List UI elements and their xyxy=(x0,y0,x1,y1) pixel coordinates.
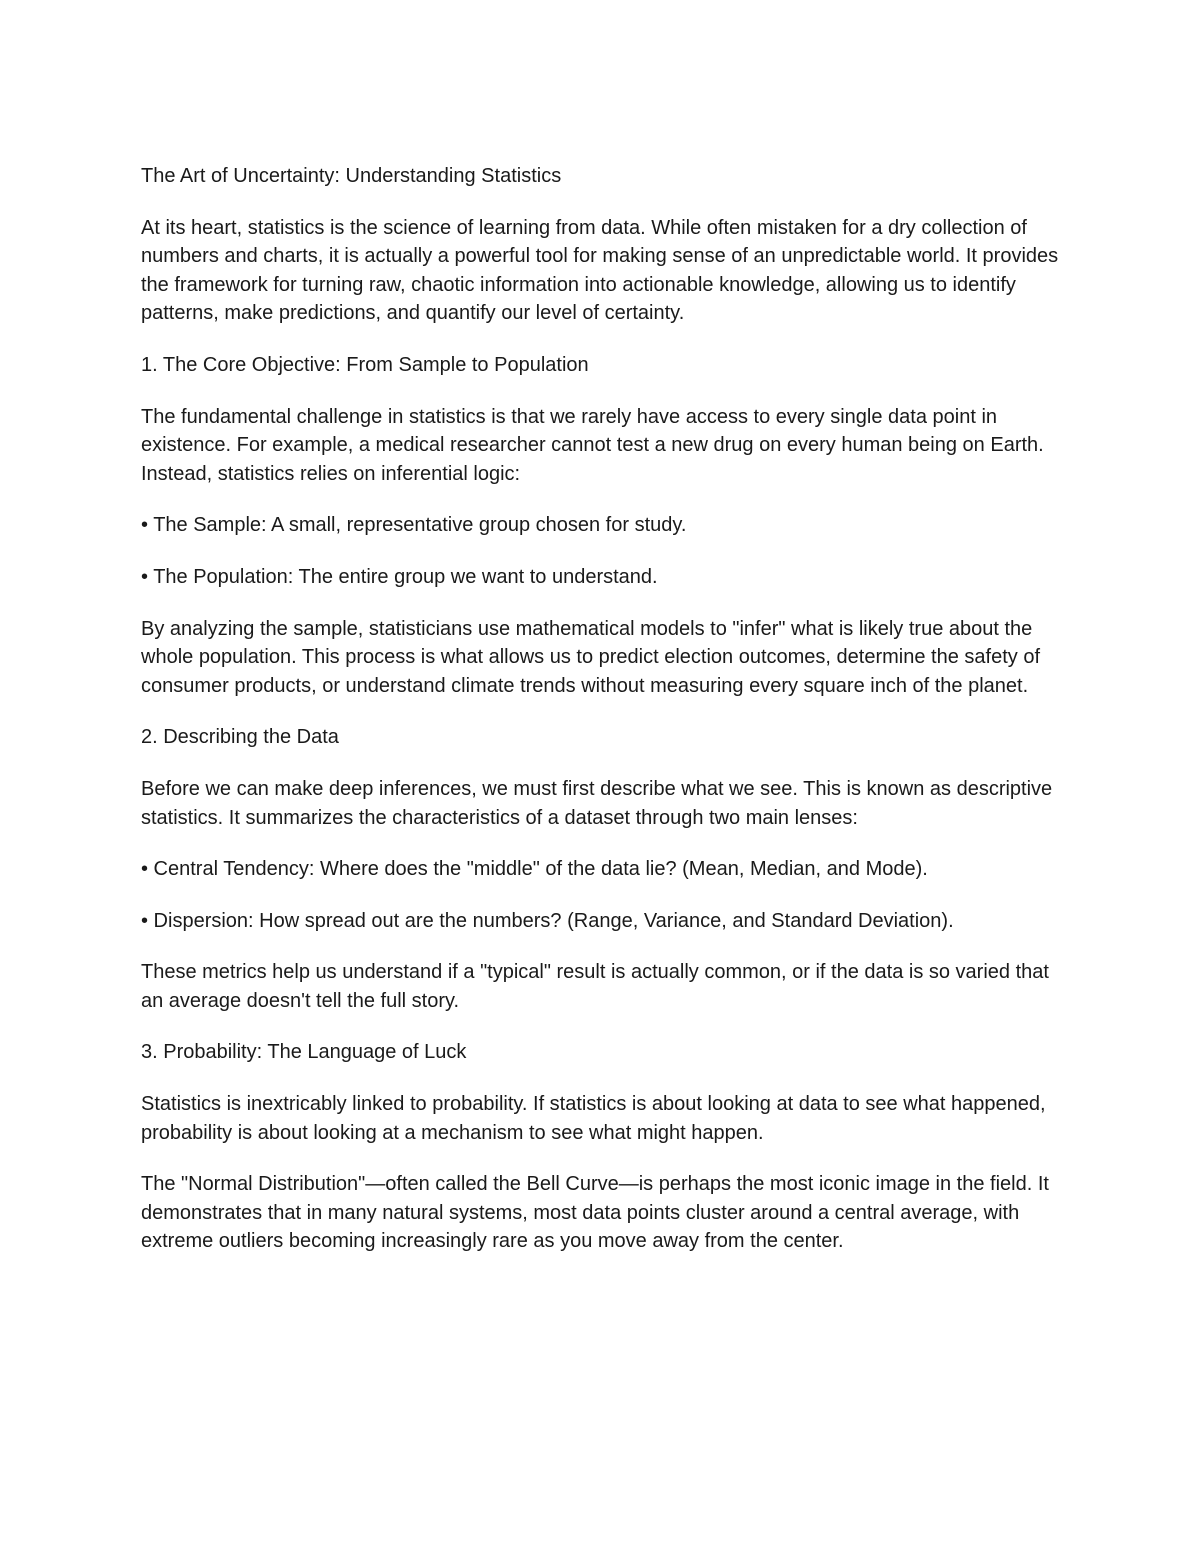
section-1-paragraph-2: By analyzing the sample, statisticians use mathematical models to "infer" what is likely true about the whole population. This process is what allows us to predict election outcomes, determine the safety of consumer products, or understand climate trends without measuring every square inch of the planet. xyxy=(141,617,1040,697)
section-3-paragraph-2: The "Normal Distribution"—often called the Bell Curve—is perhaps the most iconic image in the field. It demonstrates that in many natural systems, most data points cluster around a central average, with extreme outliers becoming increasingly rare as you move away from the center. xyxy=(141,1173,1049,1253)
section-2-paragraph-2: These metrics help us understand if a "typical" result is actually common, or if the data is so varied that an average doesn't tell the full story. xyxy=(141,961,1049,1012)
section-3-paragraph-1: Statistics is inextricably linked to probability. If statistics is about looking at data to see what happened, probability is about looking at a mechanism to see what might happen. xyxy=(141,1093,1046,1144)
document-page xyxy=(141,162,1061,1279)
section-2-bullet-dispersion: • Dispersion: How spread out are the numbers? (Range, Variance, and Standard Deviation). xyxy=(141,909,954,932)
section-2-paragraph-1: Before we can make deep inferences, we must first describe what we see. This is known as descriptive statistics. It summarizes the characteristics of a dataset through two main lenses: xyxy=(141,777,1053,829)
section-3-heading: 3. Probability: The Language of Luck xyxy=(141,1041,467,1064)
section-1-paragraph-1: The fundamental challenge in statistics is that we rarely have access to every single data point in existence. For example, a medical researcher cannot test a new drug on every human being on Earth. Instead, statistics relies on inferential logic: xyxy=(141,405,1044,485)
section-2-heading: 2. Describing the Data xyxy=(141,726,339,749)
intro-paragraph: At its heart, statistics is the science of learning from data. While often mistaken for a dry collection of numbers and charts, it is actually a powerful tool for making sense of an unpredictable world. It provides the framework for turning raw, chaotic information into actionable knowledge, allowing us to identify patterns, make predictions, and quantify our level of certainty. xyxy=(141,216,1059,325)
document-title: The Art of Uncertainty: Understanding Statistics xyxy=(141,165,562,187)
section-2-bullet-central-tendency: • Central Tendency: Where does the "middle" of the data lie? (Mean, Median, and Mode). xyxy=(141,858,928,881)
section-1-bullet-sample: • The Sample: A small, representative group chosen for study. xyxy=(141,514,687,537)
section-1-bullet-population: • The Population: The entire group we want to understand. xyxy=(141,565,658,588)
section-1-heading: 1. The Core Objective: From Sample to Population xyxy=(141,353,589,376)
